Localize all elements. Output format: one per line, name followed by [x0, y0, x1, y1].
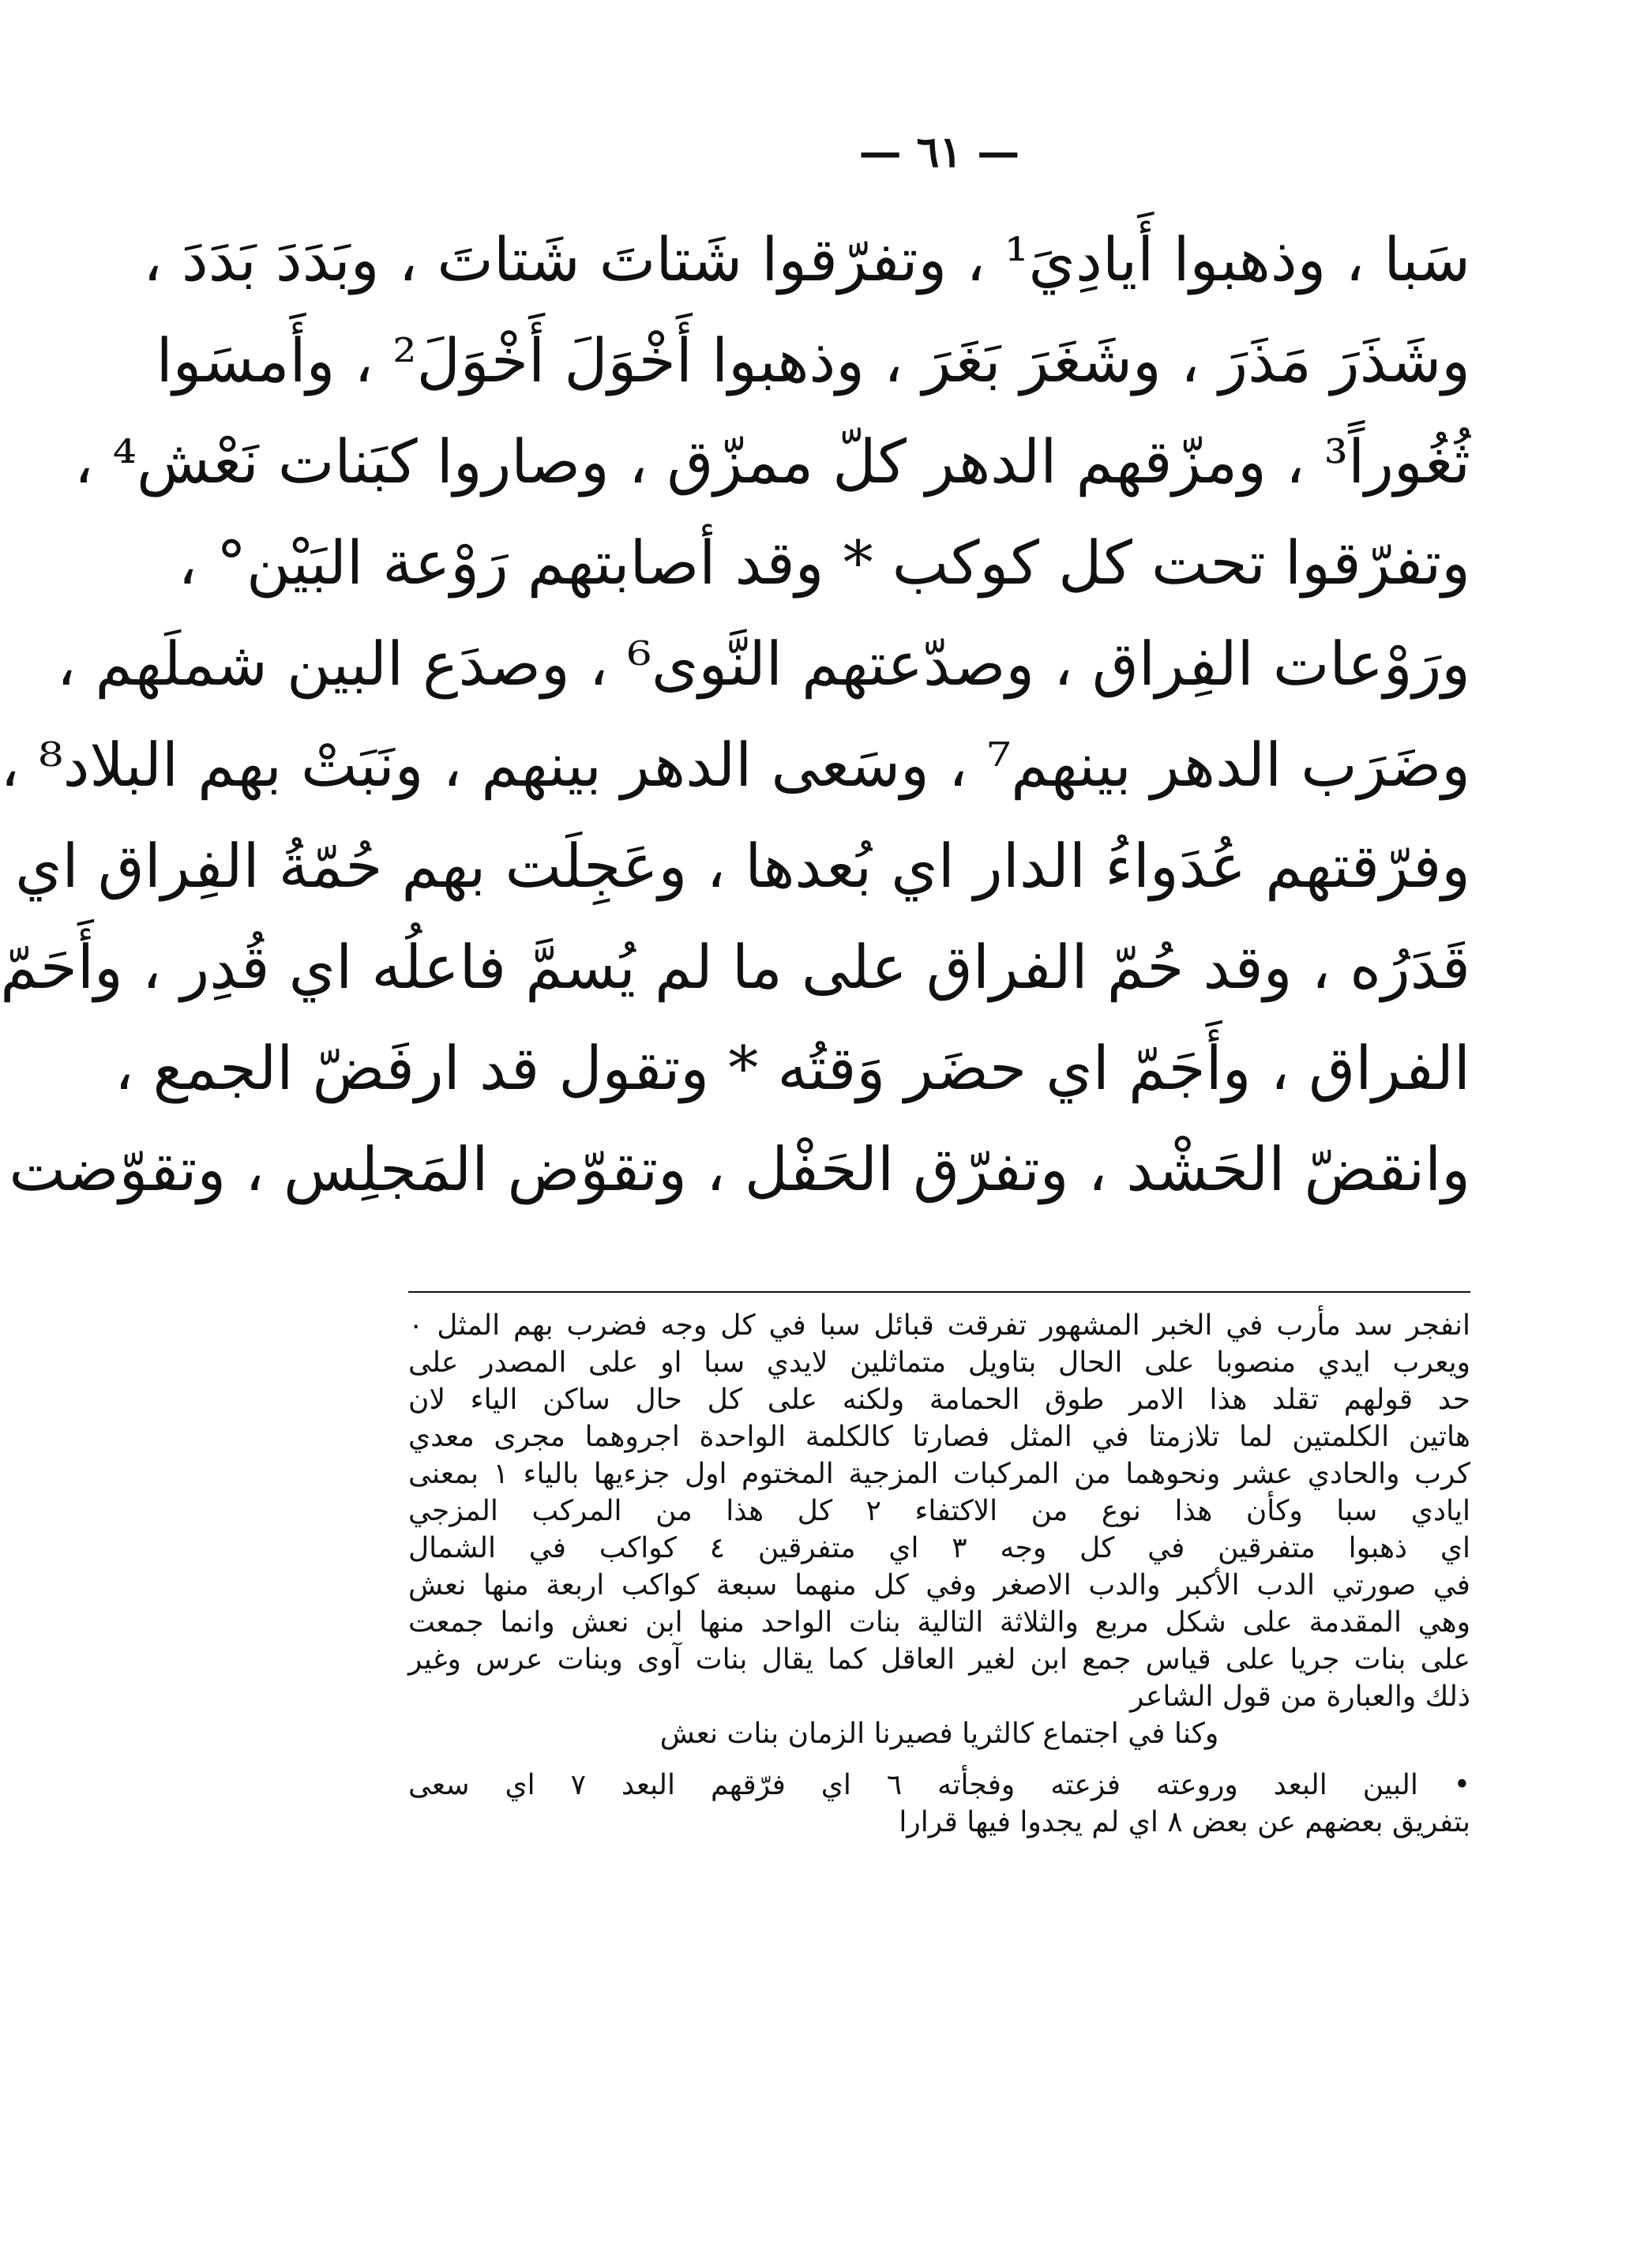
- main-text: [0, 209, 1470, 1220]
- main-text-line: قَدَرُه ، وقد حُمّ الفراق على ما لم يُسمَّ فاعلُه اي قُدِر ، وأَحَمّ: [0, 932, 1470, 1002]
- footnote-line: حد قولهم تقلد هذا الامر طوق الحمامة ولكنه على كل حال ساكن الياء لان: [408, 1384, 1470, 1416]
- main-text-line: وتفرّقوا تحت كل كوكب * وقد أصابتهم رَوْعة البَيْن° ،: [178, 528, 1470, 598]
- footnote-line: ايادي سبا وكأن هذا نوع من الاكتفاء ٢ كل هذا من المركب المزجي: [408, 1495, 1471, 1527]
- page-number: — ٦١ —: [858, 126, 1020, 177]
- footnote-verse: وكنا في اجتماع كالثريا فصيرنا الزمان بنات نعش: [659, 1718, 1219, 1750]
- footnote-line: انفجر سد مأرب في الخبر المشهور تفرقت قبائل سبا في كل وجه فضرب بهم المثل ٠: [408, 1309, 1471, 1342]
- footnote-line: ويعرب ايدي منصوبا على الحال بتاويل متماثلين لايدي سبا او على المصدر على: [408, 1346, 1470, 1379]
- footnote-line: في صورتي الدب الأكبر والدب الاصغر وفي كل منهما سبعة كواكب اربعة منها نعش: [408, 1569, 1470, 1602]
- footnote-line: هاتين الكلمتين لما تلازمتا في المثل فصارتا كالكلمة الواحدة اجروهما مجرى معدي: [408, 1421, 1470, 1453]
- footnote-line: • البين البعد وروعته فزعته وفجأته ٦ اي فرّقهم البعد ٧ اي سعى: [408, 1769, 1471, 1801]
- main-text-line: وانقضّ الحَشْد ، وتفرّق الحَفْل ، وتقوّض المَجلِس ، وتقوّضت: [9, 1134, 1470, 1204]
- footnote-line: وهي المقدمة على شكل مربع والثلاثة التالية بنات الواحد منها ابن نعش وانما جمعت: [408, 1606, 1470, 1639]
- footnotes: [408, 1307, 1470, 1841]
- footnote-line: اي ذهبوا متفرقين في كل وجه ٣ اي متفرقين ٤ كواكب في الشمال: [408, 1532, 1470, 1564]
- main-text-line: الفراق ، وأَجَمّ اي حضَر وَقتُه * وتقول قد ارفَضّ الجمع ،: [114, 1033, 1470, 1103]
- footnote-line: على بنات جريا على قياس جمع ابن لغير العاقل كما يقال بنات آوى وبنات عرس وغير: [408, 1643, 1470, 1676]
- main-text-line: ثُغُوراً³ ، ومزّقهم الدهر كلّ ممزّق ، وصاروا كبَنات نَعْش⁴ ،: [73, 426, 1470, 497]
- main-text-line: وضَرَب الدهر بينهم⁷ ، وسَعى الدهر بينهم ، ونَبَتْ بهم البلاد⁸ ،: [0, 730, 1470, 800]
- footnote-line: بتفريق بعضهم عن بعض ٨ اي لم يجدوا فيها قرارا: [899, 1806, 1470, 1838]
- footnote-line: كرب والحادي عشر ونحوهما من المركبات المزجية المختوم اول جزءيها بالياء ١ بمعنى: [408, 1458, 1470, 1490]
- main-text-line: وشَذَرَ مَذَرَ ، وشَغَرَ بَغَرَ ، وذهبوا أَخْوَلَ أَخْوَلَ² ، وأَمسَوا: [156, 325, 1470, 396]
- main-text-line: وفرّقتهم عُدَواءُ الدار اي بُعدها ، وعَجِلَت بهم حُمّةُ الفِراق اي: [15, 831, 1470, 901]
- main-text-line: ورَوْعات الفِراق ، وصدّعتهم النَّوى⁶ ، وصدَع البين شملَهم ،: [56, 629, 1470, 699]
- footnote-line: ذلك والعبارة من قول الشاعر: [1130, 1680, 1470, 1713]
- footnote-divider: [408, 1291, 1470, 1293]
- main-text-line: سَبا ، وذهبوا أَيادِيَ¹ ، وتفرّقوا شَتاتَ شَتاتَ ، وبَدَدَ بَدَدَ ،: [143, 224, 1470, 295]
